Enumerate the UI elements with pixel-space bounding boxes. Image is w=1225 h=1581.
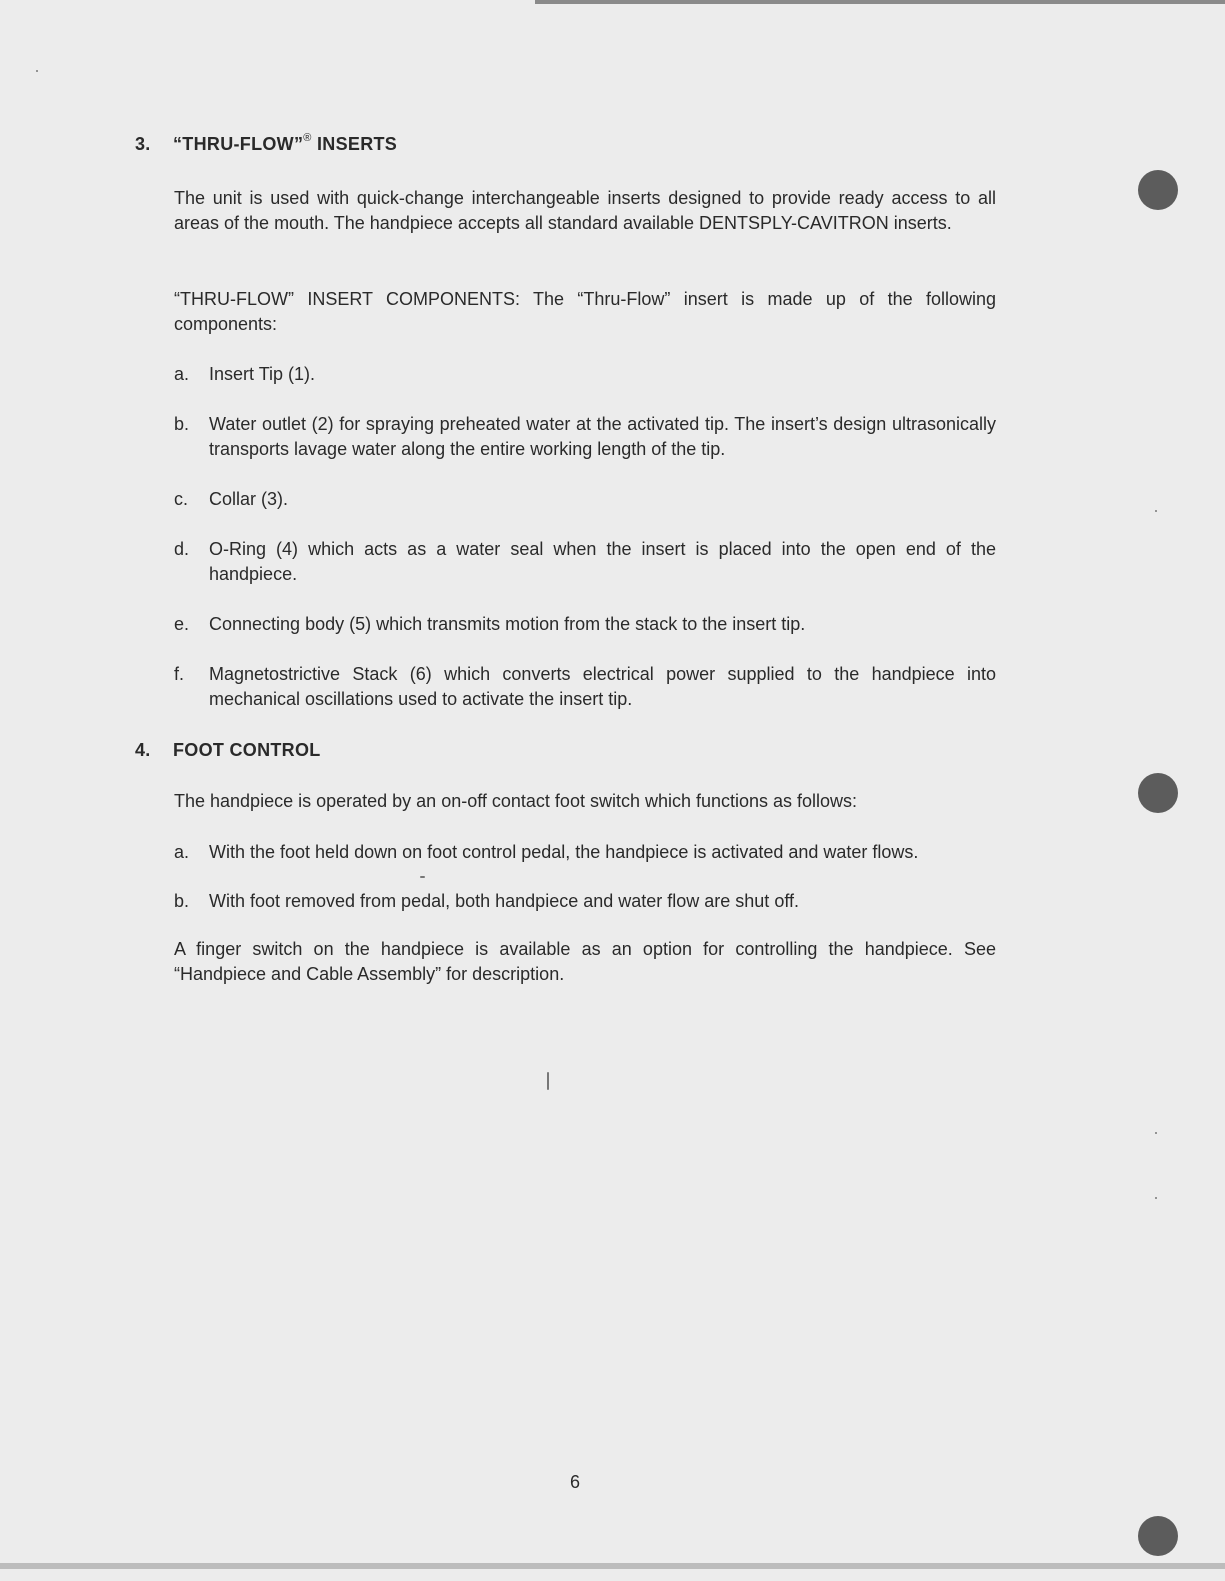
section-title: FOOT CONTROL [173,740,321,760]
section-number: 3. [135,134,151,154]
list-item: a. With the foot held down on foot control pedal, the handpiece is activated and water flows. [174,842,919,862]
list-item: e. Connecting body (5) which transmits motion from the stack to the insert tip. [174,614,806,634]
list-item: c. Collar (3). [174,489,289,509]
list-item: f. Magnetostrictive Stack (6) which converts electrical power supplied to the handpiece into mechanical oscillations used to activate the insert tip. [174,664,996,709]
registered-mark: ® [303,132,312,144]
scan-speck [547,1072,549,1090]
section-number: 4. [135,740,151,760]
list-item: d. O-Ring (4) which acts as a water seal when the insert is placed into the open end of the handpiece. [174,539,996,584]
list-item: b. With foot removed from pedal, both handpiece and water flow are shut off. [174,891,800,911]
page-number: 6 [569,1472,580,1492]
scan-bottom-edge [0,1563,1225,1569]
section-title: “THRU-FLOW”® INSERTS [173,132,398,154]
punch-hole-icon [1138,1516,1178,1556]
punch-hole-icon [1138,773,1178,813]
punch-hole-icon [1138,170,1178,210]
section-4-closing: A finger switch on the handpiece is available as an option for controlling the handpiece. See “Handpiece and Cable Assembly” for description. [174,939,996,984]
components-intro: “THRU-FLOW” INSERT COMPONENTS: The “Thru-Flow” insert is made up of the following components: [174,289,996,334]
list-item: a. Insert Tip (1). [174,364,316,384]
scan-speck [36,70,38,72]
scan-speck [1155,1132,1157,1134]
section-4-intro: The handpiece is operated by an on-off contact foot switch which functions as follows: [174,791,858,811]
list-item: b. Water outlet (2) for spraying preheated water at the activated tip. The insert’s design ultrasonically transports lavage water along the entire working length of the tip. [174,414,996,459]
scan-speck [1155,1197,1157,1199]
section-3-intro: The unit is used with quick-change interchangeable inserts designed to provide ready access to all areas of the mouth. The handpiece accepts all standard available DENTSPLY-CAVITRON inserts. [174,188,996,233]
scan-top-edge [535,0,1225,4]
scan-speck [420,876,425,878]
scan-speck [1155,510,1157,512]
